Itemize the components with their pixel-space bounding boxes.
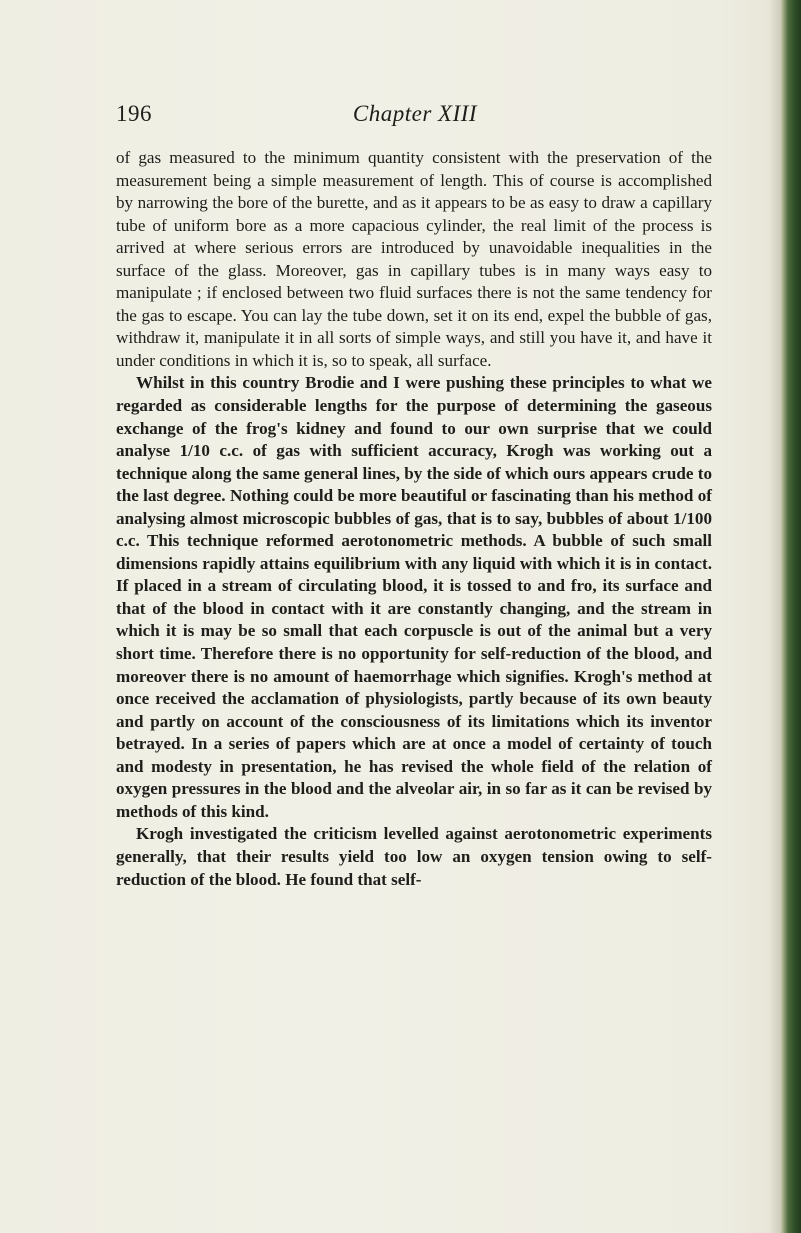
page-number: 196 xyxy=(116,101,152,126)
paragraph-1: of gas measured to the minimum quantity consistent with the preservation of the measurement being a simple measurement of length. This of course is accomplished by narrowing the bore of the burette, and as it appears to be as easy to draw a capillary tube of uniform bore as a more capacious cylinder, the real limit of the process is arrived at where serious errors are introduced by unavoidable inequalities in the surface of the glass. Moreover, gas in capillary tubes is in many ways easy to manipulate ; if enclosed between two fluid surfaces there is not the same tendency for the gas to escape. You can lay the tube down, set it on its end, expel the bubble of gas, withdraw it, manipulate it in all sorts of simple ways, and still you have it, and have it under conditions in which it is, so to speak, all surface. xyxy=(116,148,712,370)
body-text xyxy=(116,147,712,891)
paragraph-2: Whilst in this country Brodie and I were pushing these principles to what we regarded as considerable lengths for the purpose of determining the gaseous exchange of the frog's kidney and found to our own surprise that we could analyse 1/10 c.c. of gas with sufficient accuracy, Krogh was working out a technique along the same general lines, by the side of which ours appears crude to the last degree. Nothing could be more beautiful or fascinating than his method of analysing almost microscopic bubbles of gas, that is to say, bubbles of about 1/100 c.c. This technique reformed aerotonometric methods. A bubble of such small dimensions rapidly attains equilibrium with any liquid with which it is in contact. If placed in a stream of circulating blood, it is tossed to and fro, its surface and that of the blood in contact with it are constantly changing, and the stream in which it is may be so small that each corpuscle is out of the animal but a very short time. Therefore there is no opportunity for self-reduction of the blood, and moreover there is no amount of haemorrhage which signifies. Krogh's method at once received the acclamation of physiologists, partly because of its own beauty and partly on account of the consciousness of its limitations which its inventor betrayed. In a series of papers which are at once a model of certainty of touch and modesty in presentation, he has revised the whole field of the relation of oxygen pressures in the blood and the alveolar air, in so far as it can be revised by methods of this kind. xyxy=(116,373,712,821)
paragraph-3: Krogh investigated the criticism levelled against aerotonometric experiments generally, that their results yield too low an oxygen tension owing to self-reduction of the blood. He found that self- xyxy=(116,824,712,889)
page-edge-shadow xyxy=(769,0,781,1233)
running-header xyxy=(116,101,714,135)
chapter-title: Chapter XIII xyxy=(352,101,478,126)
book-cover-edge xyxy=(781,0,801,1233)
